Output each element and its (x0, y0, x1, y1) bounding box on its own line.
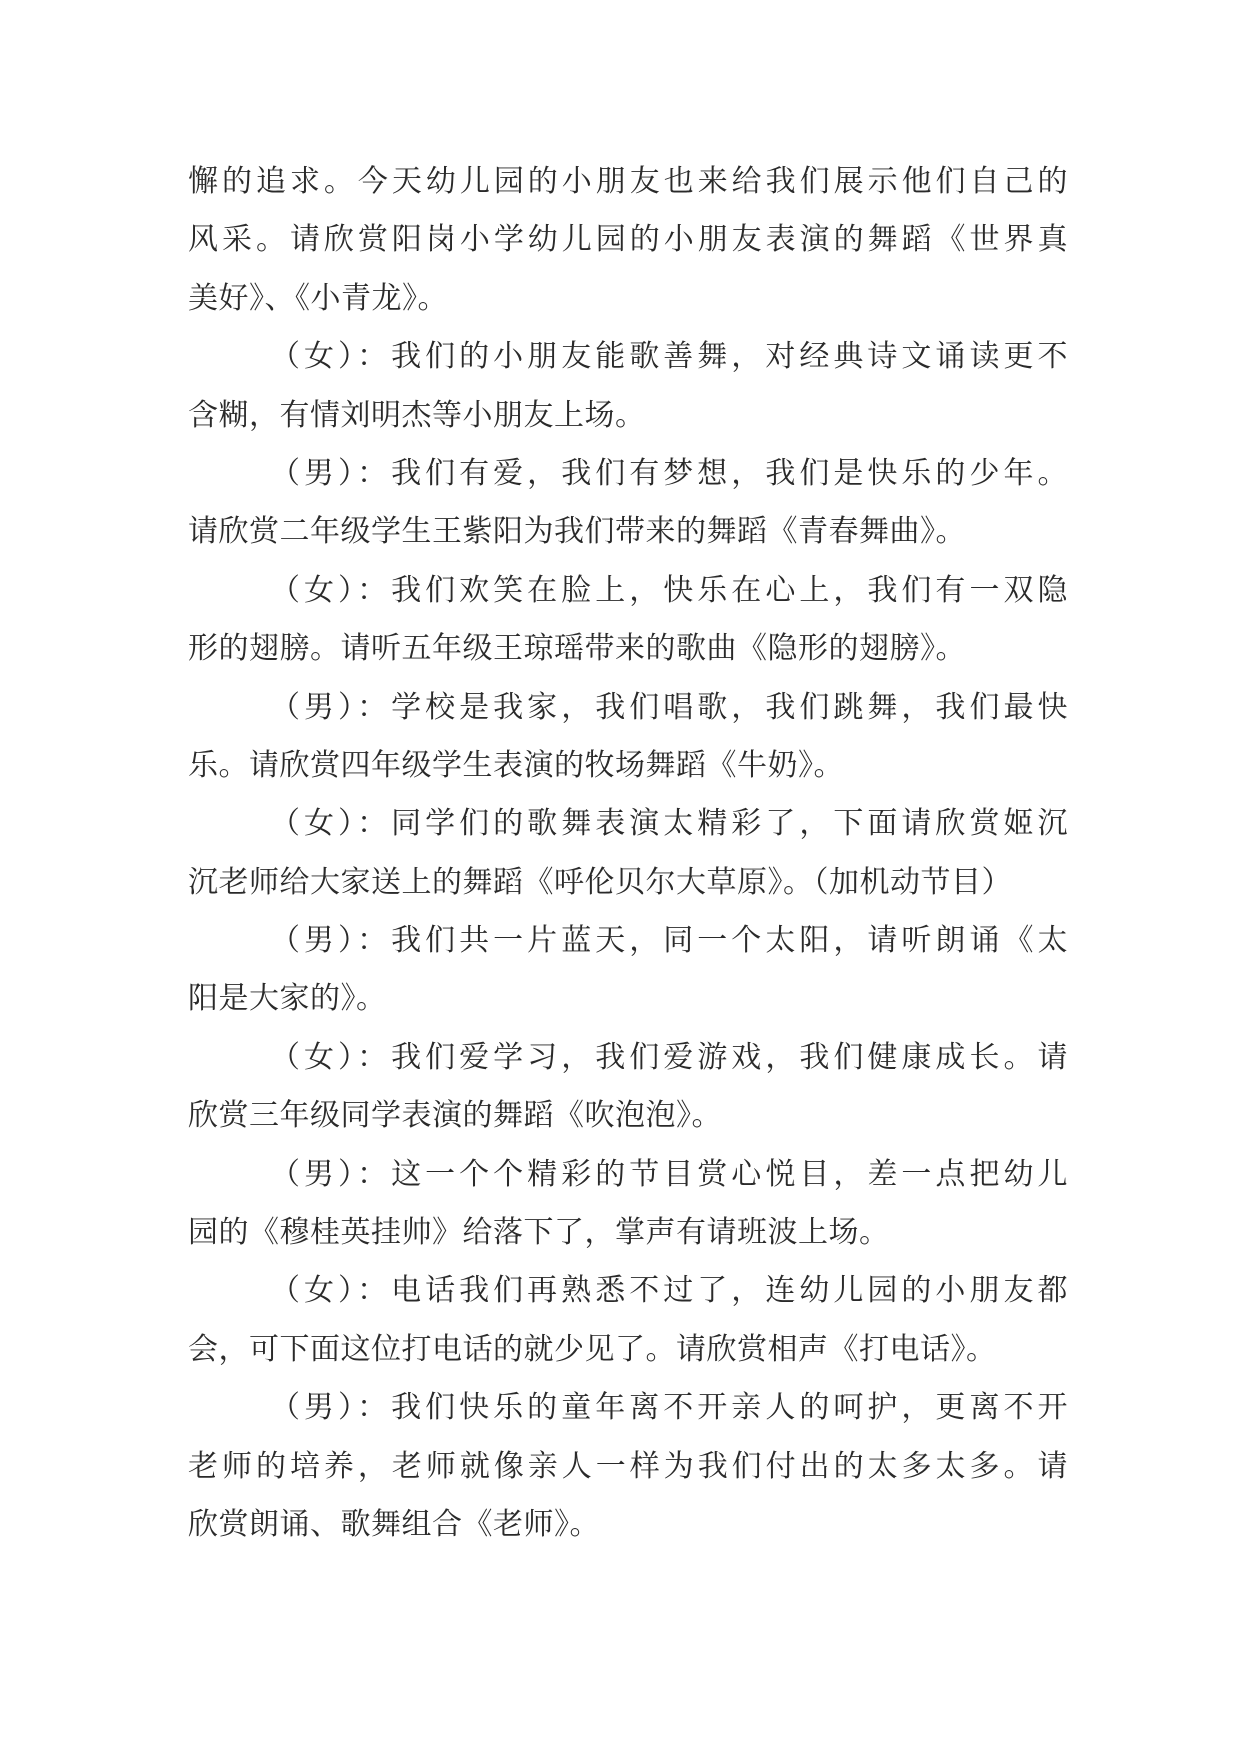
text-line: （男）：我们共一片蓝天，同一个太阳，请听朗诵《太 (270, 923, 1068, 959)
text-line: 会，可下面这位打电话的就少见了。请欣赏相声《打电话》。 (188, 1331, 997, 1367)
text-line: （女）：我们的小朋友能歌善舞，对经典诗文诵读更不 (270, 339, 1068, 375)
text-line: 懈的追求。今天幼儿园的小朋友也来给我们展示他们自己的 (188, 164, 1068, 199)
text-line: 风采。请欣赏阳岗小学幼儿园的小朋友表演的舞蹈《世界真 (188, 222, 1068, 258)
text-line: 老师的培养，老师就像亲人一样为我们付出的太多太多。请 (188, 1448, 1068, 1484)
text-line: 形的翅膀。请听五年级王琼瑶带来的歌曲《隐形的翅膀》。 (188, 631, 966, 667)
text-line: 欣赏朗诵、歌舞组合《老师》。 (188, 1506, 600, 1542)
text-line: 沉老师给大家送上的舞蹈《呼伦贝尔大草原》。（加机动节目） (188, 864, 1012, 900)
text-line: 乐。请欣赏四年级学生表演的牧场舞蹈《牛奶》。 (188, 747, 844, 783)
text-line: （男）：这一个个精彩的节目赏心悦目，差一点把幼儿 (270, 1156, 1068, 1192)
text-line: （男）：我们快乐的童年离不开亲人的呵护，更离不开 (270, 1390, 1068, 1426)
text-line: （男）：我们有爱，我们有梦想，我们是快乐的少年。 (270, 455, 1068, 491)
text-line: 请欣赏二年级学生王紫阳为我们带来的舞蹈《青春舞曲》。 (188, 514, 966, 550)
text-line: （女）：我们爱学习，我们爱游戏，我们健康成长。请 (270, 1039, 1068, 1075)
text-line: （女）：电话我们再熟悉不过了，连幼儿园的小朋友都 (270, 1273, 1068, 1309)
text-line: （男）：学校是我家，我们唱歌，我们跳舞，我们最快 (270, 689, 1068, 725)
text-line: （女）：我们欢笑在脸上，快乐在心上，我们有一双隐 (270, 572, 1068, 608)
document-body (188, 153, 1068, 1554)
text-line: 美好》、《小青龙》。 (188, 280, 448, 316)
text-line: 欣赏三年级同学表演的舞蹈《吹泡泡》。 (188, 1098, 722, 1134)
text-line: （女）：同学们的歌舞表演太精彩了，下面请欣赏姬沉 (270, 806, 1068, 842)
text-line: 含糊，有情刘明杰等小朋友上场。 (188, 397, 646, 433)
text-line: 阳是大家的》。 (188, 981, 387, 1017)
text-line: 园的《穆桂英挂帅》给落下了，掌声有请班波上场。 (188, 1215, 890, 1251)
